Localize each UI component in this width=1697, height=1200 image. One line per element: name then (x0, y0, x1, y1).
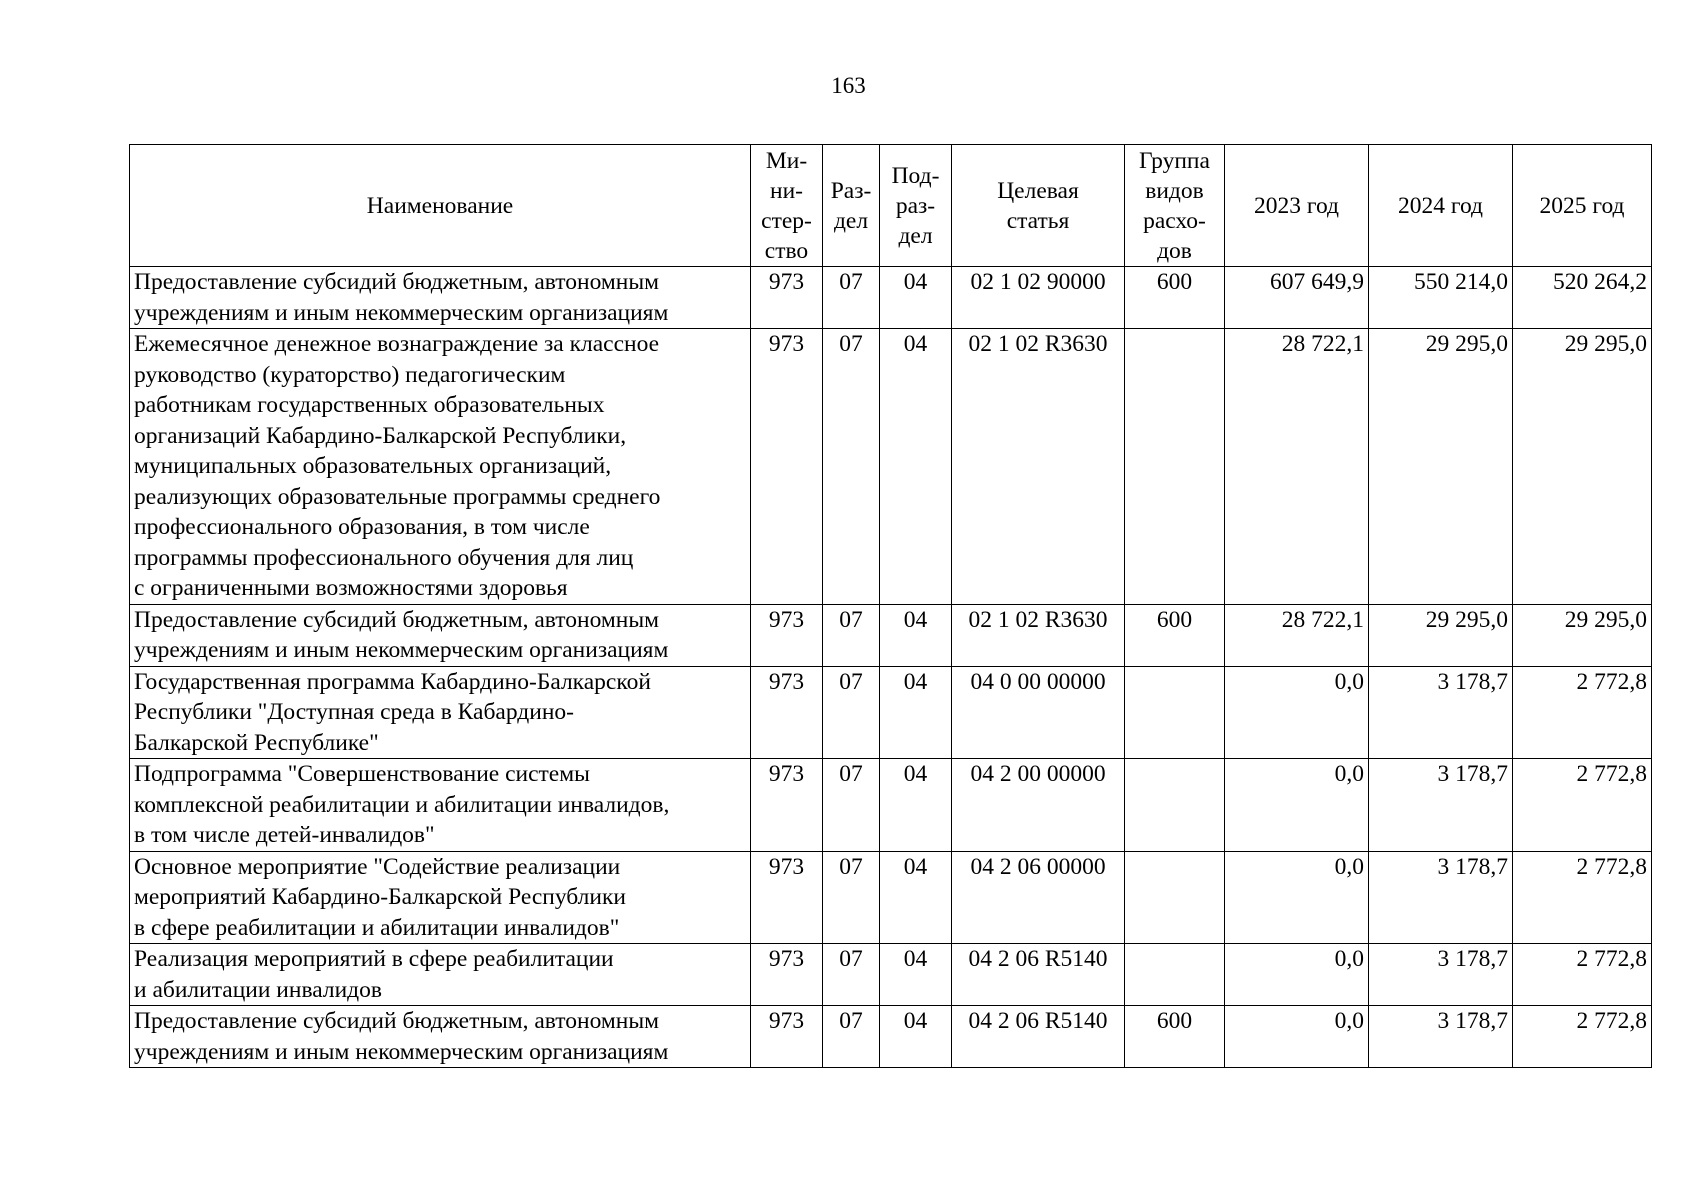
cell-subsection: 04 (880, 759, 952, 852)
table-row (130, 267, 1652, 329)
cell-section: 07 (823, 666, 880, 759)
cell-ministry: 973 (751, 666, 823, 759)
cell-expense-group (1125, 944, 1225, 1006)
cell-target-article: 04 2 06 R5140 (952, 944, 1125, 1006)
table-body (130, 267, 1652, 1068)
cell-ministry: 973 (751, 604, 823, 666)
cell-year-2025: 520 264,2 (1513, 267, 1652, 329)
cell-year-2024: 3 178,7 (1369, 851, 1513, 944)
cell-year-2025: 29 295,0 (1513, 329, 1652, 605)
cell-name: Реализация мероприятий в сфере реабилитации и абилитации инвалидов (130, 944, 751, 1006)
table-row (130, 329, 1652, 605)
cell-year-2025: 2 772,8 (1513, 851, 1652, 944)
cell-ministry: 973 (751, 759, 823, 852)
cell-section: 07 (823, 851, 880, 944)
budget-table (129, 144, 1652, 1068)
header-name: Наименование (130, 145, 751, 267)
cell-target-article: 04 0 00 00000 (952, 666, 1125, 759)
cell-section: 07 (823, 944, 880, 1006)
cell-year-2025: 29 295,0 (1513, 604, 1652, 666)
cell-subsection: 04 (880, 944, 952, 1006)
cell-year-2023: 28 722,1 (1225, 329, 1369, 605)
cell-year-2023: 28 722,1 (1225, 604, 1369, 666)
header-year-2023: 2023 год (1225, 145, 1369, 267)
table-row (130, 851, 1652, 944)
header-subsection: Под- раз- дел (880, 145, 952, 267)
cell-ministry: 973 (751, 944, 823, 1006)
cell-year-2024: 3 178,7 (1369, 1006, 1513, 1068)
header-ministry: Ми- ни- стер- ство (751, 145, 823, 267)
cell-year-2023: 0,0 (1225, 1006, 1369, 1068)
cell-year-2023: 0,0 (1225, 851, 1369, 944)
cell-subsection: 04 (880, 604, 952, 666)
cell-year-2025: 2 772,8 (1513, 944, 1652, 1006)
cell-year-2024: 3 178,7 (1369, 666, 1513, 759)
cell-year-2024: 29 295,0 (1369, 329, 1513, 605)
cell-target-article: 04 2 06 R5140 (952, 1006, 1125, 1068)
cell-year-2024: 3 178,7 (1369, 759, 1513, 852)
cell-name: Предоставление субсидий бюджетным, автономным учреждениям и иным некоммерческим организациям (130, 267, 751, 329)
cell-target-article: 02 1 02 90000 (952, 267, 1125, 329)
cell-subsection: 04 (880, 666, 952, 759)
cell-ministry: 973 (751, 329, 823, 605)
cell-year-2025: 2 772,8 (1513, 1006, 1652, 1068)
table-row (130, 759, 1652, 852)
cell-target-article: 04 2 06 00000 (952, 851, 1125, 944)
cell-name: Ежемесячное денежное вознаграждение за классное руководство (кураторство) педагогическим работникам государственных образовательных организаций Кабардино-Балкарской Республики, муниципальных образовательных организаций, реализующих образовательные программы среднего профессионального образования, в том числе программы профессионального обучения для лиц с ограниченными возможностями здоровья (130, 329, 751, 605)
cell-ministry: 973 (751, 267, 823, 329)
cell-target-article: 02 1 02 R3630 (952, 604, 1125, 666)
table-row (130, 1006, 1652, 1068)
cell-year-2023: 0,0 (1225, 944, 1369, 1006)
cell-target-article: 02 1 02 R3630 (952, 329, 1125, 605)
cell-name: Предоставление субсидий бюджетным, автономным учреждениям и иным некоммерческим организациям (130, 604, 751, 666)
header-section: Раз- дел (823, 145, 880, 267)
cell-expense-group (1125, 666, 1225, 759)
cell-name: Предоставление субсидий бюджетным, автономным учреждениям и иным некоммерческим организациям (130, 1006, 751, 1068)
table-row (130, 944, 1652, 1006)
cell-year-2024: 3 178,7 (1369, 944, 1513, 1006)
cell-section: 07 (823, 604, 880, 666)
cell-expense-group: 600 (1125, 604, 1225, 666)
cell-subsection: 04 (880, 851, 952, 944)
header-year-2024: 2024 год (1369, 145, 1513, 267)
cell-subsection: 04 (880, 267, 952, 329)
cell-subsection: 04 (880, 1006, 952, 1068)
table-header-row (130, 145, 1652, 267)
cell-name: Государственная программа Кабардино-Балкарской Республики "Доступная среда в Кабардино- Балкарской Республике" (130, 666, 751, 759)
cell-section: 07 (823, 1006, 880, 1068)
cell-expense-group (1125, 329, 1225, 605)
cell-ministry: 973 (751, 851, 823, 944)
cell-year-2023: 607 649,9 (1225, 267, 1369, 329)
cell-ministry: 973 (751, 1006, 823, 1068)
cell-year-2024: 29 295,0 (1369, 604, 1513, 666)
cell-year-2023: 0,0 (1225, 759, 1369, 852)
cell-name: Подпрограмма "Совершенствование системы комплексной реабилитации и абилитации инвалидов, в том числе детей-инвалидов" (130, 759, 751, 852)
cell-section: 07 (823, 759, 880, 852)
cell-subsection: 04 (880, 329, 952, 605)
cell-section: 07 (823, 267, 880, 329)
cell-year-2023: 0,0 (1225, 666, 1369, 759)
table-row (130, 604, 1652, 666)
cell-expense-group: 600 (1125, 267, 1225, 329)
table-row (130, 666, 1652, 759)
header-expense-group: Группа видов расхо- дов (1125, 145, 1225, 267)
cell-target-article: 04 2 00 00000 (952, 759, 1125, 852)
cell-expense-group: 600 (1125, 1006, 1225, 1068)
header-target-article: Целевая статья (952, 145, 1125, 267)
cell-name: Основное мероприятие "Содействие реализации мероприятий Кабардино-Балкарской Республики в сфере реабилитации и абилитации инвалидов" (130, 851, 751, 944)
cell-year-2025: 2 772,8 (1513, 759, 1652, 852)
cell-expense-group (1125, 759, 1225, 852)
cell-year-2025: 2 772,8 (1513, 666, 1652, 759)
cell-expense-group (1125, 851, 1225, 944)
page-number: 163 (831, 73, 866, 98)
cell-section: 07 (823, 329, 880, 605)
cell-year-2024: 550 214,0 (1369, 267, 1513, 329)
header-year-2025: 2025 год (1513, 145, 1652, 267)
